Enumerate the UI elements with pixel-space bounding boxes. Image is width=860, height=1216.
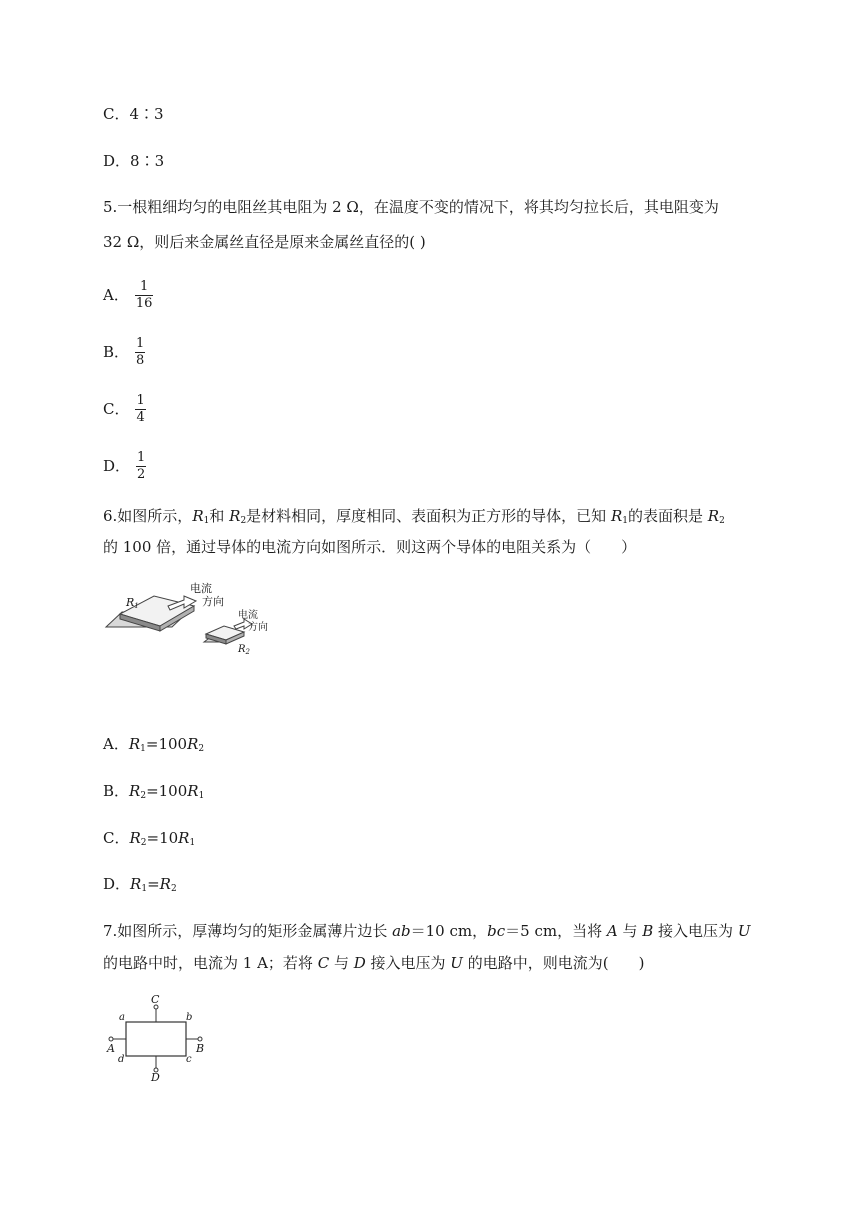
option-d: D．8∶3 bbox=[103, 152, 165, 170]
q7-figure bbox=[104, 993, 216, 1084]
q6-stem-line2: 的 100 倍，通过导体的电流方向如图所示．则这两个导体的电阻关系为（ ） bbox=[103, 538, 637, 556]
option-label: A． bbox=[103, 285, 129, 304]
q7-stem-line2: 的电路中时，电流为 1 A；若将 C 与 D 接入电压为 U 的电路中，则电流为( ) bbox=[103, 954, 645, 972]
label-A: A bbox=[107, 1042, 115, 1055]
q6-option-a: A．$R_1=100R_2$ bbox=[103, 735, 205, 754]
option-value: =100 bbox=[145, 735, 188, 753]
q6-option-d: D．$R_1=R_2$ bbox=[103, 875, 177, 894]
terminal-a bbox=[109, 1037, 113, 1041]
metal-plate-diagram bbox=[104, 996, 216, 1084]
option-label: C． bbox=[103, 399, 130, 418]
r-symbol: R bbox=[707, 507, 720, 525]
numerator: 1 bbox=[136, 336, 145, 351]
q5-option-d bbox=[103, 451, 146, 482]
q5-stem-line2: 32 Ω，则后来金属丝直径是原来金属丝直径的( ) bbox=[103, 233, 426, 251]
r-symbol: R bbox=[192, 507, 204, 525]
denominator: 2 bbox=[137, 467, 146, 482]
subscript: 1 bbox=[622, 516, 628, 526]
label-d: d bbox=[118, 1054, 125, 1065]
fraction bbox=[135, 394, 145, 425]
r-symbol: R bbox=[610, 507, 623, 525]
denominator: 4 bbox=[136, 410, 145, 425]
label-b: b bbox=[186, 1012, 193, 1023]
label-B: B bbox=[196, 1042, 205, 1055]
current-label-r2 bbox=[238, 610, 268, 634]
fraction bbox=[135, 337, 145, 368]
fraction bbox=[136, 451, 146, 482]
q6-option-c: C．$R_2=10R_1$ bbox=[103, 829, 196, 848]
q5-option-b bbox=[103, 337, 145, 368]
label-r1: $R_1$ bbox=[126, 596, 139, 610]
numerator: 1 bbox=[137, 450, 146, 465]
option-label: A． bbox=[103, 735, 129, 753]
direction-text: 方向 bbox=[248, 622, 268, 633]
direction-text: 方向 bbox=[202, 595, 224, 608]
current-text: 电流 bbox=[190, 582, 212, 595]
subscript: 1 bbox=[203, 516, 210, 526]
option-label: B． bbox=[103, 782, 130, 800]
current-text: 电流 bbox=[238, 610, 258, 621]
subscript: 2 bbox=[240, 516, 247, 526]
label-D: D bbox=[151, 1071, 160, 1084]
option-value: =10 bbox=[146, 829, 179, 847]
option-label: C． bbox=[103, 829, 130, 847]
current-label-r1 bbox=[190, 582, 224, 608]
denominator: 8 bbox=[136, 353, 145, 368]
option-label: D． bbox=[103, 875, 131, 893]
option-value: =100 bbox=[146, 782, 188, 800]
denominator: 16 bbox=[135, 296, 153, 311]
q5-option-a bbox=[103, 280, 153, 311]
q7-stem-line1: 7.如图所示，厚薄均匀的矩形金属薄片边长 ab＝10 cm，bc＝5 cm，当将 A 与 B 接入电压为 U bbox=[103, 922, 751, 940]
option-c: C．4∶3 bbox=[103, 105, 164, 123]
fraction bbox=[135, 280, 154, 311]
q5-option-c bbox=[103, 394, 146, 425]
q6-stem-text: 是材料相同，厚度相同、表面积为正方形的导体，已知 bbox=[246, 507, 607, 525]
label-C: C bbox=[151, 993, 160, 1006]
q6-stem-text: 的表面积是 bbox=[628, 507, 704, 525]
q6-stem-line1 bbox=[103, 505, 725, 532]
numerator: 1 bbox=[139, 279, 149, 294]
terminal-b bbox=[198, 1037, 202, 1041]
q6-figure bbox=[100, 582, 280, 662]
metal-plate bbox=[126, 1022, 186, 1056]
label-c: c bbox=[186, 1054, 192, 1065]
q5-stem-line1: 5.一根粗细均匀的电阻丝其电阻为 2 Ω，在温度不变的情况下，将其均匀拉长后，其电阻变为 bbox=[103, 198, 719, 216]
r-symbol: R bbox=[229, 507, 241, 525]
q6-option-b: B．$R_2=100R_1$ bbox=[103, 782, 205, 801]
q6-stem-text: 6.如图所示， bbox=[103, 507, 193, 525]
subscript: 2 bbox=[719, 516, 725, 526]
label-r2: $R_2$ bbox=[238, 644, 250, 656]
option-value: = bbox=[147, 875, 160, 893]
label-a: a bbox=[119, 1012, 125, 1023]
numerator: 1 bbox=[136, 393, 145, 408]
q6-stem-text: 和 bbox=[209, 507, 225, 525]
option-label: B． bbox=[103, 342, 130, 361]
option-label: D． bbox=[103, 456, 131, 475]
